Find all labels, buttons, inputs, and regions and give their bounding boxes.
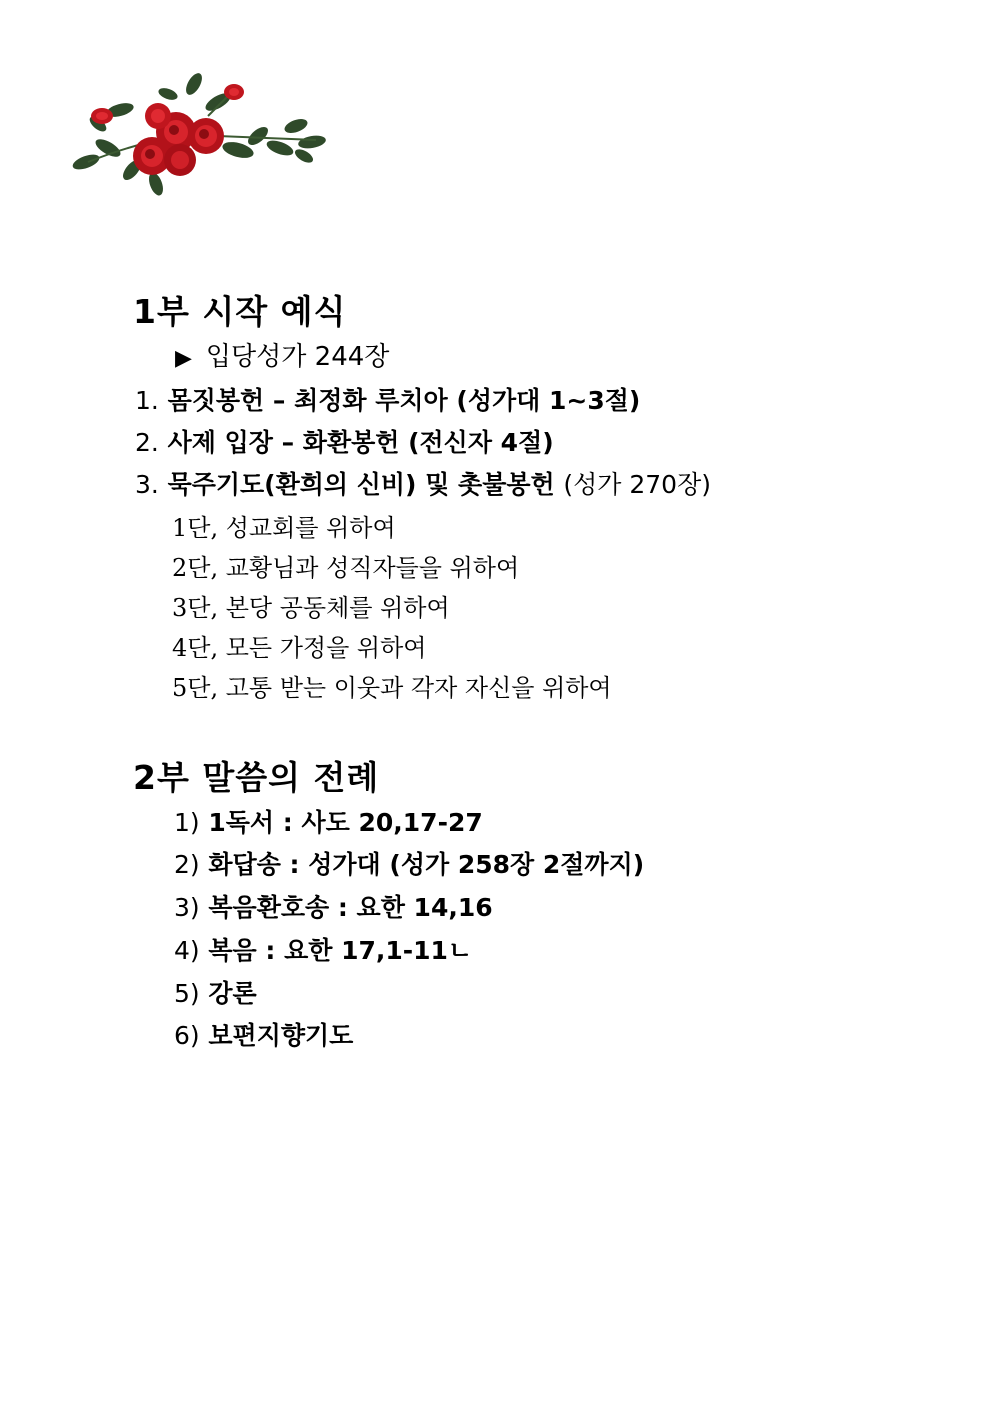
item-text: 강론 <box>208 979 257 1008</box>
item-number: 3. <box>135 470 159 499</box>
section-title-part2: 2부 말씀의 전례 <box>133 758 380 797</box>
rose-bouquet-illustration <box>68 66 330 202</box>
item-text: 사제 입장 – 화환봉헌 (전신자 4절) <box>167 428 554 457</box>
item-number: 2) <box>174 850 200 879</box>
item-text: 묵주기도(환희의 신비) 및 촛불봉헌 <box>167 470 555 499</box>
part2-item-6 <box>174 1023 353 1048</box>
item-text: 1독서 : 사도 20,17-27 <box>208 808 483 837</box>
item-number: 5) <box>174 979 200 1008</box>
part2-item-3 <box>174 895 493 920</box>
part2-item-4 <box>174 938 472 963</box>
part1-item-3 <box>135 472 711 497</box>
item-number: 3) <box>174 893 200 922</box>
part1-item-2 <box>135 430 554 455</box>
rosary-decade-5: 5단, 고통 받는 이웃과 각자 자신을 위하여 <box>172 674 612 702</box>
rosary-decade-4: 4단, 모든 가정을 위하여 <box>172 634 427 662</box>
item-text: 보편지향기도 <box>208 1021 354 1050</box>
part2-item-5 <box>174 981 257 1006</box>
item-text: 화답송 : 성가대 (성가 258장 2절까지) <box>208 850 645 879</box>
item-text: 몸짓봉헌 – 최정화 루치아 (성가대 1~3절) <box>167 386 641 415</box>
item-text: 복음환호송 : 요한 14,16 <box>208 893 493 922</box>
item-number: 1. <box>135 386 159 415</box>
item-extra: (성가 270장) <box>563 470 711 499</box>
entrance-hymn-text: 입당성가 244장 <box>205 342 390 372</box>
rosary-decade-3: 3단, 본당 공동체를 위하여 <box>172 594 450 622</box>
rosary-decade-1: 1단, 성교회를 위하여 <box>172 514 396 542</box>
part2-item-1 <box>174 810 483 835</box>
item-number: 4) <box>174 936 200 965</box>
part1-item-1 <box>135 388 640 413</box>
item-number: 1) <box>174 808 200 837</box>
rosary-decade-2: 2단, 교황님과 성직자들을 위하여 <box>172 554 520 582</box>
play-arrow-icon: ▶ <box>175 346 192 371</box>
part2-item-2 <box>174 852 644 877</box>
section-title-part1: 1부 시작 예식 <box>133 292 347 331</box>
entrance-hymn <box>175 344 389 370</box>
item-number: 2. <box>135 428 159 457</box>
item-number: 6) <box>174 1021 200 1050</box>
item-text: 복음 : 요한 17,1-11ㄴ <box>208 936 473 965</box>
